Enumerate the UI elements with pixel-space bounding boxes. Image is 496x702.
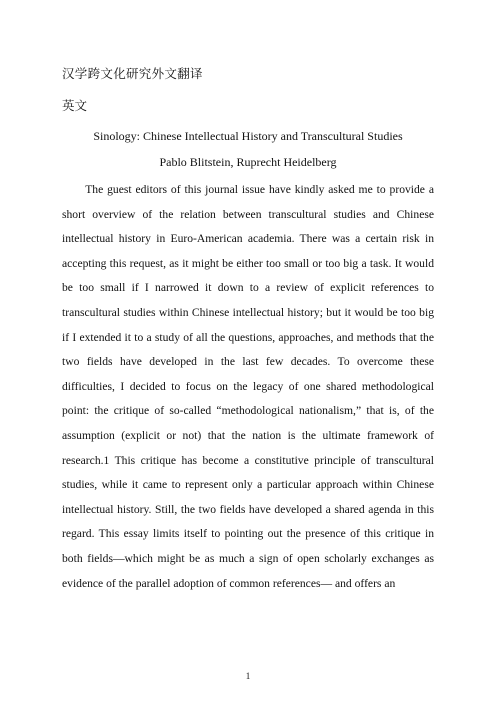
page-number: 1 — [245, 671, 251, 681]
body-paragraph: The guest editors of this journal issue have kindly asked me to provide a short overview of the relation between transcultural studies and Chinese intellectual history in Euro-American academia. There was a certain risk in accepting this request, as it might be either too small or too big a task. It would be too small if I narrowed it down to a review of explicit references to transcultural studies within Chinese intellectual history; but it would be too big if I extended it to a study of all the questions, approaches, and methods that the two fields have developed in the last few decades. To overcome these difficulties, I decided to focus on the legacy of one shared methodological point: the critique of so-called “methodological nationalism,” that is, of the assumption (explicit or not) that the nation is the ultimate framework of research.1 This critique has become a constitutive principle of transcultural studies, while it came to represent only a particular approach within Chinese intellectual history. Still, the two fields have developed a shared agenda in this regard. This essay limits itself to pointing out the presence of this critique in both fields—which might be as much a sign of open scholarly exchanges as evidence of the parallel adoption of common references— and offers an — [62, 183, 434, 590]
page-content — [62, 64, 434, 596]
article-title: Sinology: Chinese Intellectual History and Transcultural Studies — [93, 129, 403, 143]
language-label: 英文 — [62, 99, 88, 113]
chinese-heading: 汉学跨文化研究外文翻译 — [62, 67, 203, 81]
article-author: Pablo Blitstein, Ruprecht Heidelberg — [159, 155, 337, 169]
